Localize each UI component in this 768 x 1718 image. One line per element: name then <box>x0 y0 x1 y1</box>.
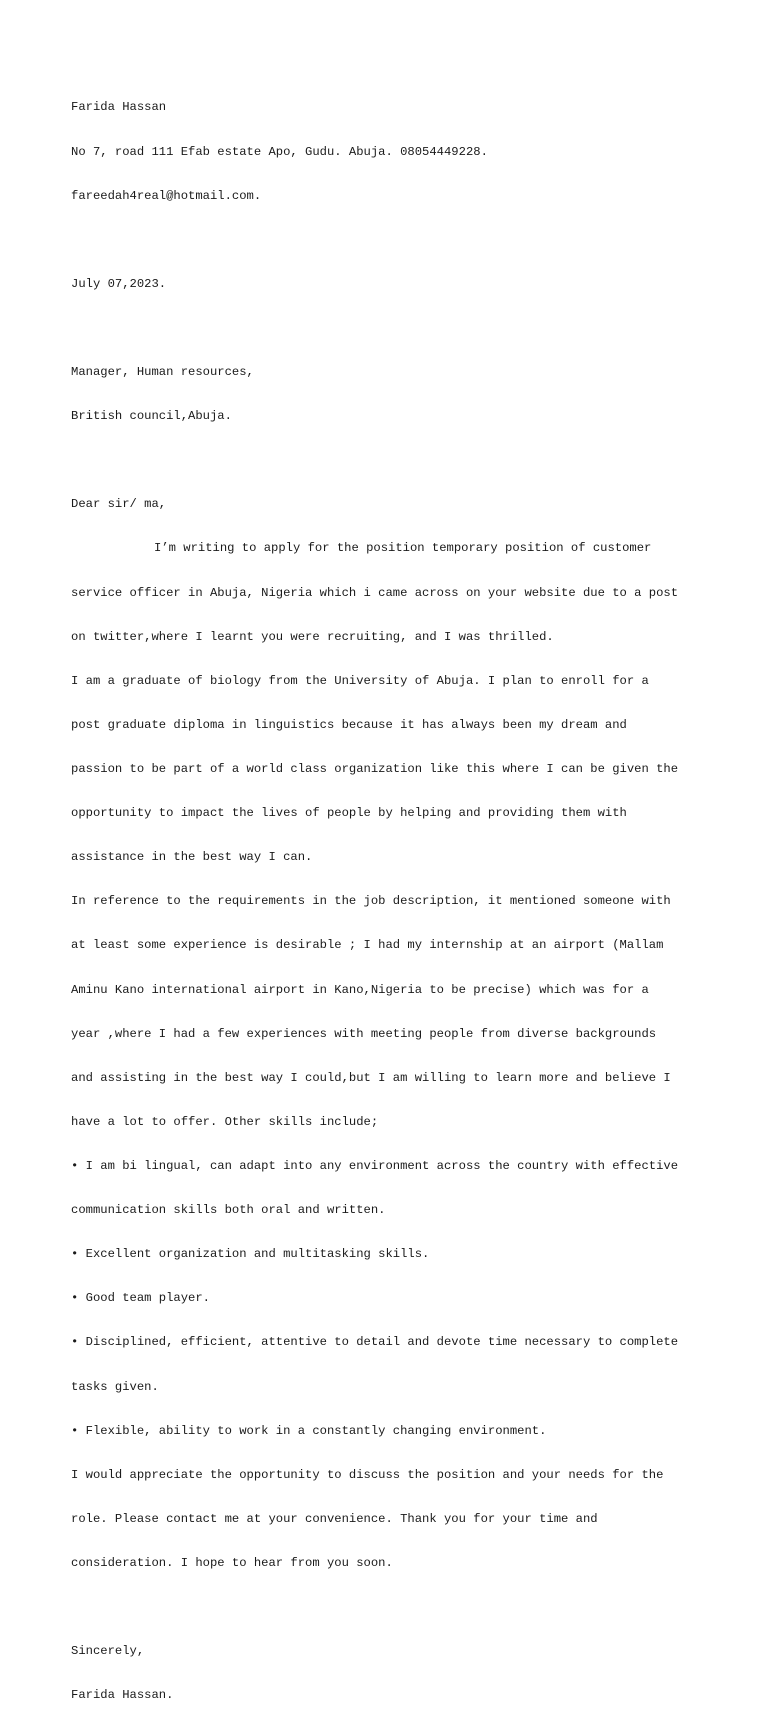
body-line: Aminu Kano international airport in Kano,Nigeria to be precise) which was for a <box>71 982 649 997</box>
body-line: consideration. I hope to hear from you soon. <box>71 1555 393 1570</box>
sender-email: fareedah4real@hotmail.com. <box>71 188 262 203</box>
recipient-title: Manager, Human resources, <box>71 365 254 380</box>
body-line: year ,where I had a few experiences with meeting people from diverse backgrounds <box>71 1026 657 1041</box>
bullet-continuation: tasks given. <box>71 1379 159 1394</box>
letter-page <box>71 71 711 1718</box>
bullet-continuation: communication skills both oral and written. <box>71 1203 386 1218</box>
body-line: I am a graduate of biology from the University of Abuja. I plan to enroll for a <box>71 673 649 688</box>
signature-name: Farida Hassan. <box>71 1688 174 1703</box>
bullet-item: • I am bi lingual, can adapt into any environment across the country with effective <box>71 1158 679 1173</box>
body-line: have a lot to offer. Other skills include; <box>71 1114 379 1129</box>
bullet-item: • Good team player. <box>71 1291 210 1306</box>
sender-name: Farida Hassan <box>71 100 167 115</box>
closing: Sincerely, <box>71 1644 145 1659</box>
body-line: on twitter,where I learnt you were recruiting, and I was thrilled. <box>71 629 554 644</box>
body-line: I’m writing to apply for the position temporary position of customer <box>154 541 652 556</box>
bullet-item: • Excellent organization and multitasking skills. <box>71 1247 430 1262</box>
body-line: opportunity to impact the lives of people by helping and providing them with <box>71 806 627 821</box>
recipient-organization: British council,Abuja. <box>71 409 232 424</box>
spacer <box>71 453 711 468</box>
bullet-item: • Disciplined, efficient, attentive to detail and devote time necessary to complete <box>71 1335 679 1350</box>
body-line: at least some experience is desirable ; I had my internship at an airport (Mallam <box>71 938 664 953</box>
bullet-item: • Flexible, ability to work in a constantly changing environment. <box>71 1423 547 1438</box>
body-line: I would appreciate the opportunity to discuss the position and your needs for the <box>71 1467 664 1482</box>
body-line: role. Please contact me at your convenience. Thank you for your time and <box>71 1511 598 1526</box>
letter-date: July 07,2023. <box>71 276 167 291</box>
spacer <box>71 1600 711 1615</box>
sender-address: No 7, road 111 Efab estate Apo, Gudu. Abuja. 08054449228. <box>71 144 488 159</box>
spacer <box>71 233 711 248</box>
body-line: In reference to the requirements in the job description, it mentioned someone with <box>71 894 671 909</box>
body-line: service officer in Abuja, Nigeria which i came across on your website due to a post <box>71 585 679 600</box>
body-line: and assisting in the best way I could,but I am willing to learn more and believe I <box>71 1070 671 1085</box>
spacer <box>71 321 711 336</box>
salutation: Dear sir/ ma, <box>71 497 167 512</box>
body-line: passion to be part of a world class organization like this where I can be given the <box>71 762 679 776</box>
body-line: assistance in the best way I can. <box>71 850 313 865</box>
body-line: post graduate diploma in linguistics because it has always been my dream and <box>71 717 627 732</box>
